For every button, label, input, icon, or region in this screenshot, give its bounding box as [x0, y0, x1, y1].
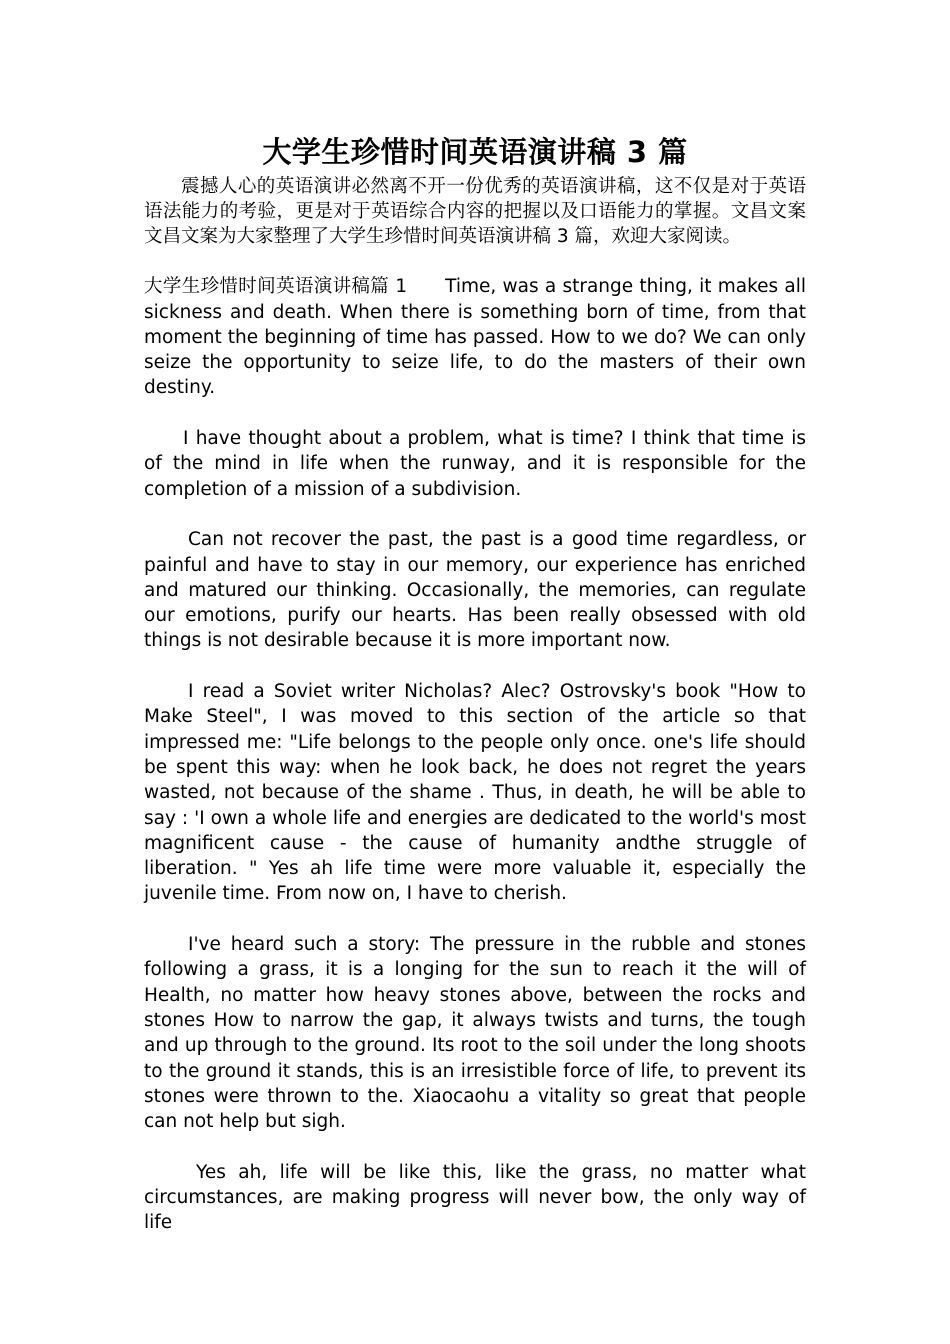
paragraph-gap: [144, 249, 806, 274]
document-title: 大学生珍惜时间英语演讲稿 3 篇: [262, 135, 688, 169]
body-paragraph-5: I've heard such a story: The pressure in the rubble and stones following a grass, it is a longing for the sun to reach it the will of Health, no matter how heavy stones above, between the rocks and stones How to narrow the gap, it always twists and turns, the tough and up through to the ground. Its root to the soil under the long shoots to the ground it stands, this is an irresistible force of life, to prevent its stones were thrown to the. Xiaocaohu a vitality so great that people can not help but sigh.: [144, 934, 806, 1133]
body-paragraph-3: Can not recover the past, the past is a good time regardless, or painful and have to stay in our memory, our experience has enriched and matured our thinking. Occasionally, the memories, can regulate our emotions, purify our hearts. Has been really obsessed with old things is not desirable because it is more important now.: [144, 529, 806, 652]
paragraph-gap: [144, 907, 806, 932]
paragraph-gap: [144, 502, 806, 527]
section-heading: 大学生珍惜时间英语演讲稿篇 1: [144, 276, 408, 298]
body-paragraph-1: [144, 274, 806, 400]
document-page: [144, 130, 806, 1236]
paragraph-gap: [144, 401, 806, 426]
body-paragraph-2: I have thought about a problem, what is time? I think that time is of the mind in life when the runway, and it is responsible for the completion of a mission of a subdivision.: [144, 428, 806, 500]
paragraph-gap: [144, 654, 806, 679]
paragraph-gap: [144, 1134, 806, 1159]
body-paragraph-1-text: Time, was a strange thing, it makes all sickness and death. When there is something born of time, from that moment the beginning of time has passed. How to we do? We can only seize the opportunity to seize life, to do the masters of their own destiny.: [144, 276, 807, 399]
body-paragraph-6: Yes ah, life will be like this, like the grass, no matter what circumstances, are making progress will never bow, the only way of life: [144, 1161, 806, 1234]
body-paragraph-4: I read a Soviet writer Nicholas? Alec? Ostrovsky's book "How to Make Steel", I was moved to this section of the article so that impressed me: "Life belongs to the people only once. one's life should be spent this way: when he look back, he does not regret the years wasted, not because of the shame . Thus, in death, he will be able to say : 'I own a whole life and energies are dedicated to the world's most magnificent cause - the cause of humanity andthe struggle of liberation. " Yes ah life time were more valuable it, especially the juvenile time. From now on, I have to cherish.: [144, 681, 806, 905]
intro-paragraph: 震撼人心的英语演讲必然离不开一份优秀的英语演讲稿，这不仅是对于英语语法能力的考验，更是对于英语综合内容的把握以及口语能力的掌握。文昌文案文昌文案为大家整理了大学生珍惜时间英语演讲稿 3 篇，欢迎大家阅读。: [144, 176, 806, 247]
